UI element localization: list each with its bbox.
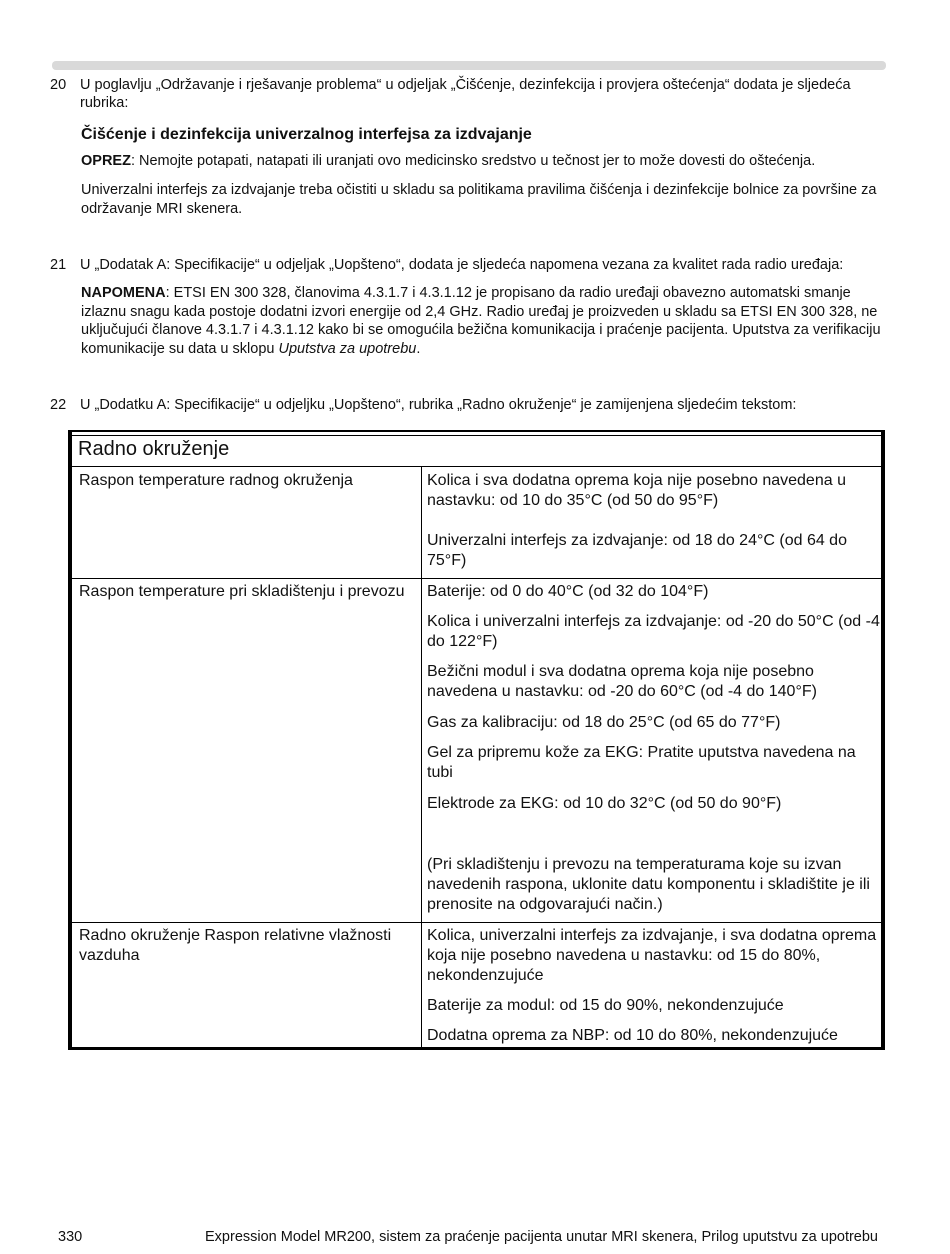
note-paragraph [81,284,886,358]
footer-title: Expression Model MR200, sistem za praćenje pacijenta unutar MRI skenera, Prilog uputstvu za upotrebu [205,1229,878,1245]
table-cell-value: Gel za pripremu kože za EKG: Pratite uputstva navedena na tubi [427,744,856,781]
caution-paragraph [81,152,886,171]
caution-text: : Nemojte potapati, natapati ili uranjati ovo medicinsko sredstvo u tečnost jer to može dovesti do oštećenja. [130,153,816,169]
table-cell-value: Baterije: od 0 do 40°C (od 32 do 104°F) [427,583,709,600]
item-number: 20 [50,77,67,93]
table-cell-value: Kolica i univerzalni interfejs za izdvajanje: od -20 do 50°C (od -4 do 122°F) [427,613,880,650]
page-number: 330 [58,1229,83,1245]
table-row-label: Radno okruženje Raspon relativne vlažnosti vazduha [79,927,392,964]
table-cell-value: Dodatna oprema za NBP: od 10 do 80%, nekondenzujuće [427,1027,838,1044]
cleaning-paragraph: Univerzalni interfejs za izdvajanje treba očistiti u skladu sa politikama pravilima čišćenja i dezinfekcije bolnice za površine za održavanje MRI skenera. [81,182,877,217]
table-cell-value: Univerzalni interfejs za izdvajanje: od 18 do 24°C (od 64 do 75°F) [427,532,847,569]
item-text: U „Dodatku A: Specifikacije“ u odjeljku „Uopšteno“, rubrika „Radno okruženje“ je zamijenjena sljedećim tekstom: [80,397,797,413]
table-divider [72,466,881,467]
table-row-label: Raspon temperature pri skladištenju i prevozu [79,583,405,600]
note-label: NAPOMENA [81,285,166,301]
table-cell-value: Elektrode za EKG: od 10 do 32°C (od 50 do 90°F) [427,795,782,812]
table-title: Radno okruženje [78,438,230,460]
note-end: . [416,340,421,357]
table-top-rule [72,435,881,436]
table-divider [72,578,881,579]
note-text: : ETSI EN 300 328, članovima 4.3.1.7 i 4.3.1.12 je propisano da radio uređaji obavezno automatski smanje izlaznu snagu kada postoje dodatni izvori energije od 2,4 GHz. Radio uređaj je proizveden u skladu sa ETSI EN 300 328, ne uključujući članove 4.3.1.7 i 4.3.1.12 kako bi se omogućila bežična komunikacija i praćenje pacijenta. Uputstva za verifikaciju komunikacije su data u sklopu [81,285,881,357]
table-cell-value: Kolica i sva dodatna oprema koja nije posebno navedena u nastavku: od 10 do 35°C (od 50 do 95°F) [427,472,846,509]
note-italic: Uputstva za upotrebu [278,340,417,357]
table-cell-value: Bežični modul i sva dodatna oprema koja nije posebno navedena u nastavku: od -20 do 60°C (od -4 do 140°F) [427,663,817,700]
item-number: 22 [50,397,67,413]
caution-label: OPREZ [81,153,131,169]
subheading: Čišćenje i dezinfekcija univerzalnog interfejsa za izdvajanje [81,126,532,143]
item-number: 21 [50,257,67,273]
header-bar [52,61,886,70]
item-text: U poglavlju „Održavanje i rješavanje problema“ u odjeljak „Čišćenje, dezinfekcija i provjera oštećenja“ dodata je sljedeća rubrika: [80,77,851,111]
operating-environment-table [68,430,885,1050]
table-cell-value: Gas za kalibraciju: od 18 do 25°C (od 65 do 77°F) [427,714,781,731]
table-cell-value: (Pri skladištenju i prevozu na temperaturama koje su izvan navedenih raspona, uklonite datu komponentu i skladištite je ili prenosite na odgovarajući način.) [427,856,870,913]
table-cell-value: Baterije za modul: od 15 do 90%, nekondenzujuće [427,997,784,1014]
table-column-divider [421,466,422,1047]
item-text: U „Dodatak A: Specifikacije“ u odjeljak „Uopšteno“, dodata je sljedeća napomena vezana za kvalitet rada radio uređaja: [80,257,844,273]
table-divider [72,922,881,923]
table-cell-value: Kolica, univerzalni interfejs za izdvajanje, i sva dodatna oprema koja nije posebno navedena u nastavku: od 15 do 80%, nekondenzujuće [427,927,877,984]
table-row-label: Raspon temperature radnog okruženja [79,472,353,489]
